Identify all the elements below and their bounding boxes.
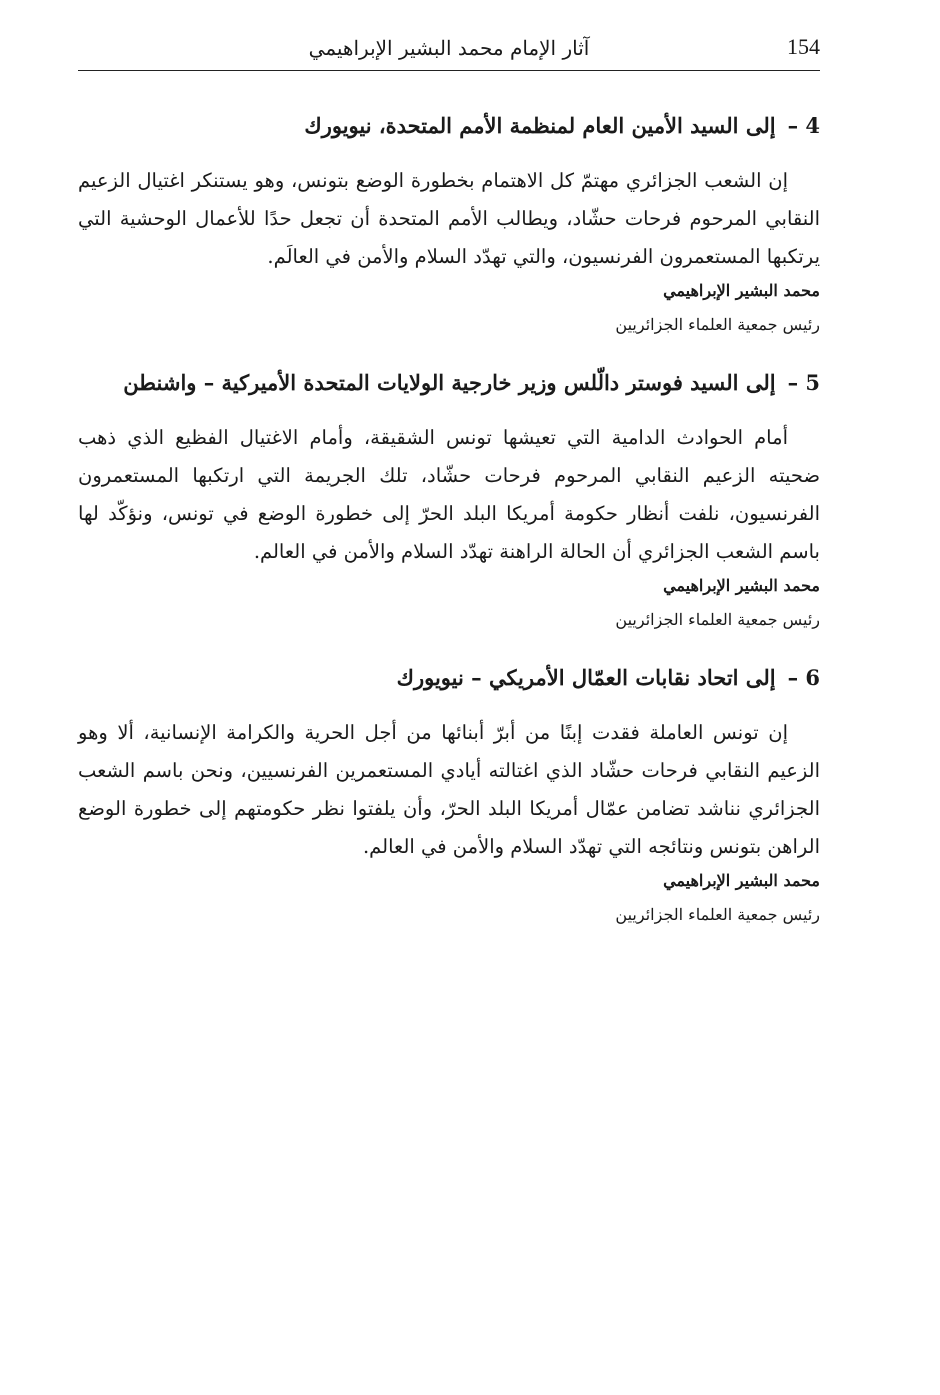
running-header — [78, 30, 820, 71]
section-body: أمام الحوادث الدامية التي تعيشها تونس الشقيقة، وأمام الاغتيال الفظيع الذي ذهب ضحيته الزعيم النقابي المرحوم فرحات حشّاد، تلك الجريمة التي ارتكبها المستعمرون الفرنسيون، نلفت أنظار حكومة أمريكا البلد الحرّ إلى خطورة الوضع في تونس، ونؤكّد لها باسم الشعب الجزائري أن الحالة الراهنة تهدّد السلام والأمن في العالم. — [78, 426, 820, 563]
section-heading — [78, 662, 820, 694]
signature-name: محمد البشير الإبراهيمي — [663, 576, 820, 595]
section-title: إلى اتحاد نقابات العمّال الأمريكي – نيويورك — [396, 665, 776, 690]
signature-role: رئيس جمعية العلماء الجزائريين — [615, 315, 820, 334]
section-number: 5 – — [787, 370, 820, 395]
running-header-title: آثار الإمام محمد البشير الإبراهيمي — [308, 36, 590, 60]
section-heading — [78, 367, 820, 399]
book-page — [78, 0, 820, 1395]
signature-role: رئيس جمعية العلماء الجزائريين — [615, 610, 820, 629]
signature-name: محمد البشير الإبراهيمي — [663, 871, 820, 890]
section-title: إلى السيد الأمين العام لمنظمة الأمم المتحدة، نيويورك — [304, 113, 776, 138]
section-body: إن تونس العاملة فقدت إبنًا من أبرّ أبنائها من أجل الحرية والكرامة الإنسانية، ألا وهو الزعيم النقابي فرحات حشّاد الذي اغتالته أيادي المستعمرين الفرنسيين، ونحن باسم الشعب الجزائري نناشد تضامن عمّال أمريكا البلد الحرّ، وأن يلفتوا نظر حكومتهم إلى خطورة الوضع الراهن بتونس ونتائجه التي تهدّد السلام والأمن في العالم. — [78, 721, 820, 858]
section-6 — [78, 662, 820, 930]
signature-role: رئيس جمعية العلماء الجزائريين — [615, 905, 820, 924]
section-body: إن الشعب الجزائري مهتمّ كل الاهتمام بخطورة الوضع بتونس، وهو يستنكر اغتيال الزعيم النقابي المرحوم فرحات حشّاد، ويطالب الأمم المتحدة أن تجعل حدًا للأعمال الوحشية التي يرتكبها المستعمرون الفرنسيون، والتي تهدّد السلام والأمن في العالَم. — [78, 169, 820, 268]
section-heading — [78, 110, 820, 142]
section-title: إلى السيد فوستر دالّلس وزير خارجية الولايات المتحدة الأميركية – واشنطن — [123, 370, 776, 395]
section-5 — [78, 367, 820, 635]
section-number: 4 – — [787, 113, 820, 138]
section-number: 6 – — [787, 665, 820, 690]
signature-name: محمد البشير الإبراهيمي — [663, 281, 820, 300]
section-4 — [78, 110, 820, 340]
page-number: 154 — [787, 34, 820, 59]
